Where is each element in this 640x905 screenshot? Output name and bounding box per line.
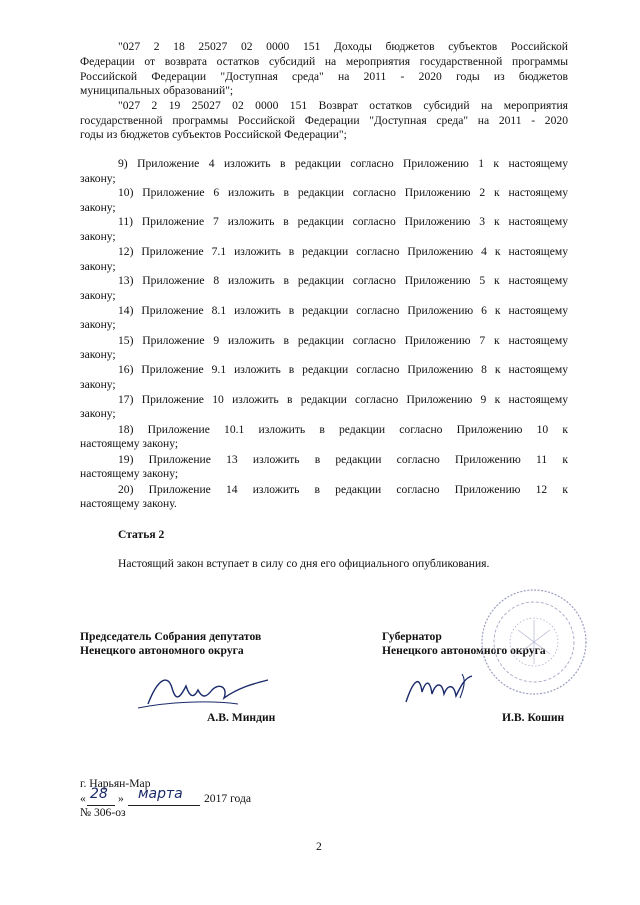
body-text-line: государственной программы Российской Федерации "Доступная среда" на 2011 - 2020	[80, 114, 568, 127]
body-text-line: 14) Приложение 8.1 изложить в редакции согласно Приложению 6 к настоящему	[118, 304, 568, 317]
body-text-line: 12) Приложение 7.1 изложить в редакции согласно Приложению 4 к настоящему	[118, 245, 568, 258]
right-signer-title-1: Губернатор	[382, 630, 442, 643]
body-text-line: 16) Приложение 9.1 изложить в редакции согласно Приложению 8 к настоящему	[118, 363, 568, 376]
date-year: 2017 года	[204, 792, 252, 805]
body-text-line: 19) Приложение 13 изложить в редакции согласно Приложению 11 к	[118, 453, 568, 466]
right-signer-title-2: Ненецкого автономного округа	[382, 644, 546, 657]
body-text-line: закону;	[80, 230, 116, 243]
article-text: Настоящий закон вступает в силу со дня его официального опубликования.	[118, 557, 490, 570]
body-text-line: годы из бюджетов субъектов Российской Федерации";	[80, 128, 347, 141]
date-day: 28	[90, 786, 108, 802]
page-number: 2	[316, 840, 322, 853]
body-text-line: настоящему закону;	[80, 437, 179, 450]
body-text-line: закону;	[80, 318, 116, 331]
body-text-line: 9) Приложение 4 изложить в редакции согласно Приложению 1 к настоящему	[118, 157, 568, 170]
body-text-line: Федерации от возврата остатков субсидий на мероприятия государственной программы	[80, 55, 568, 68]
date-month-underline	[128, 805, 200, 806]
body-text-line: закону;	[80, 172, 116, 185]
body-text-line: 11) Приложение 7 изложить в редакции согласно Приложению 3 к настоящему	[118, 215, 568, 228]
body-text-line: закону;	[80, 289, 116, 302]
city: г. Нарьян-Мар	[80, 777, 151, 790]
body-text-line: закону;	[80, 407, 116, 420]
body-text-line: закону;	[80, 348, 116, 361]
date-close-quote: »	[118, 792, 124, 805]
right-signature	[400, 668, 480, 708]
date-open-quote: «	[80, 792, 86, 805]
body-text-line: муниципальных образований";	[80, 84, 234, 97]
date-month: марта	[138, 786, 183, 802]
body-text-line: закону;	[80, 201, 116, 214]
left-signer-title-1: Председатель Собрания депутатов	[80, 630, 262, 643]
body-text-line: 13) Приложение 8 изложить в редакции согласно Приложению 5 к настоящему	[118, 274, 568, 287]
left-signature	[128, 668, 278, 714]
left-signer-name: А.В. Миндин	[207, 711, 276, 724]
body-text-line: закону;	[80, 378, 116, 391]
body-text-line: 10) Приложение 6 изложить в редакции согласно Приложению 2 к настоящему	[118, 186, 568, 199]
body-text-line: 15) Приложение 9 изложить в редакции согласно Приложению 7 к настоящему	[118, 334, 568, 347]
body-text-line: настоящему закону;	[80, 467, 179, 480]
body-text-line: 20) Приложение 14 изложить в редакции согласно Приложению 12 к	[118, 483, 568, 496]
body-text-line: "027 2 19 25027 02 0000 151 Возврат остатков субсидий на мероприятия	[118, 99, 568, 112]
left-signer-title-2: Ненецкого автономного округа	[80, 644, 244, 657]
body-text-line: 18) Приложение 10.1 изложить в редакции согласно Приложению 10 к	[118, 423, 568, 436]
body-text-line: 17) Приложение 10 изложить в редакции согласно Приложению 9 к настоящему	[118, 393, 568, 406]
body-text-line: закону;	[80, 260, 116, 273]
article-heading: Статья 2	[118, 528, 165, 541]
body-text-line: настоящему закону.	[80, 497, 177, 510]
body-text-line: Российской Федерации "Доступная среда" на 2011 - 2020 годы из бюджетов	[80, 70, 568, 83]
law-number: № 306-оз	[80, 806, 126, 819]
body-text-line: "027 2 18 25027 02 0000 151 Доходы бюджетов субъектов Российской	[118, 40, 568, 53]
right-signer-name: И.В. Кошин	[502, 711, 565, 724]
official-seal	[478, 586, 590, 698]
